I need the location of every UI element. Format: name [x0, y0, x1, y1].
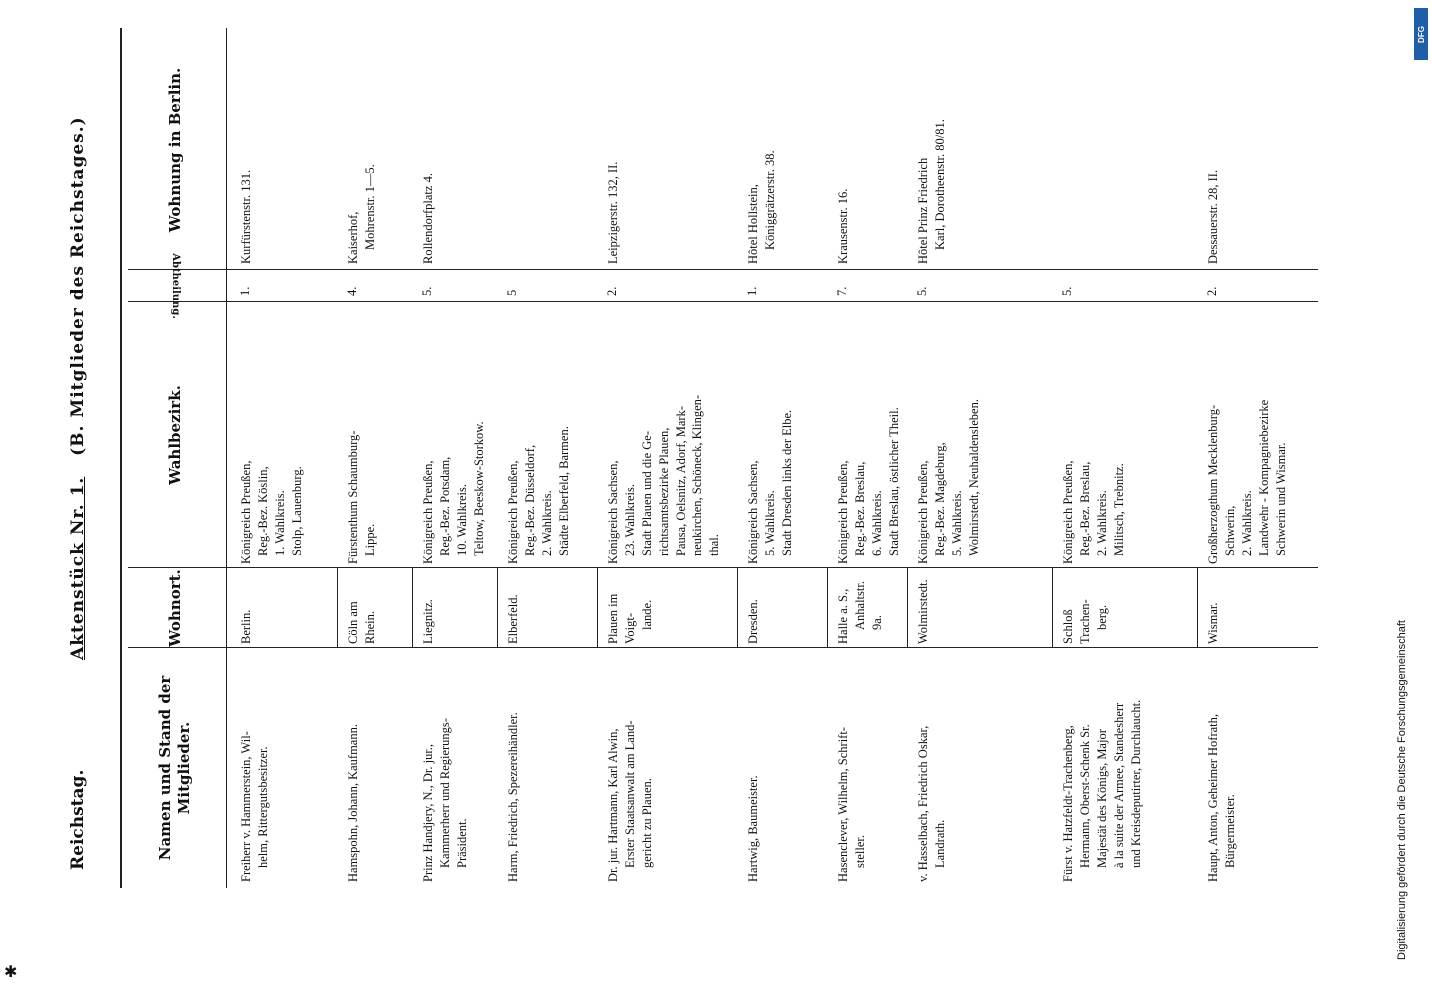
row-4-residence [505, 570, 522, 644]
header-doc-number: Aktenstück Nr. 1. [68, 476, 88, 660]
district-line: Königreich Sachsen, [606, 460, 620, 564]
district-line: Teltow, Beeskow-Storkow. [471, 421, 486, 556]
name-line: Hermann, Oberst-Schenk Sr. [1077, 724, 1092, 868]
column-header-residence: Wohnort. [165, 569, 184, 647]
row-2-residence [345, 570, 379, 644]
column-header-name: Namen und Stand der Mitglieder. [156, 675, 193, 861]
district-line: 5. Wahlkreis. [949, 490, 964, 556]
table-top-rule [120, 28, 122, 888]
district-line: Reg.-Bez. Potsdam, [437, 456, 452, 556]
district-line: 2. Wahlkreis. [539, 490, 554, 556]
district-line: Großherzogthum Mecklenburg- [1206, 404, 1220, 564]
row-4-name [505, 652, 522, 882]
residence-line: Wolmirstedt. [916, 579, 930, 644]
row-separator [1197, 568, 1198, 648]
dfg-logo-text: DFG [1416, 25, 1426, 43]
row-6-section: 1. [745, 286, 759, 296]
residence-line: Berlin. [239, 609, 253, 644]
row-3-residence [420, 570, 437, 644]
row-1-district [238, 306, 306, 564]
name-line: und Kreisdeputirter, Durchlaucht. [1128, 699, 1143, 868]
row-10-section: 2. [1205, 286, 1219, 296]
row-3-berlin [420, 34, 437, 264]
row-4-section: 5 [505, 289, 519, 296]
name-line: Hartwig, Baumeister. [746, 775, 760, 882]
row-3-district [420, 306, 488, 564]
name-line: Landrath. [932, 819, 947, 868]
row-7-name [835, 652, 869, 882]
district-line: 1. Wahlkreis. [272, 490, 287, 556]
berlin-line: Königgrätzerstr. 38. [762, 150, 777, 250]
berlin-line: Leipzigerstr. 132, II. [606, 161, 620, 264]
header-section: (B. Mitglieder des Reichstages.) [68, 116, 88, 456]
name-line: Dr. jur. Hartmann, Karl Alwin, [606, 728, 620, 882]
name-line: Erster Staatsanwalt am Land- [622, 720, 637, 868]
district-line: Schwerin, [1222, 505, 1237, 556]
name-line: Freiherr v. Hammerstein, Wil- [239, 731, 253, 882]
row-8-residence [915, 570, 932, 644]
row-9-name [1060, 652, 1144, 882]
row-separator [337, 568, 338, 648]
name-line: Majestät des Königs, Major [1094, 729, 1109, 868]
row-2-berlin [345, 34, 379, 264]
district-line: 6. Wahlkreis. [869, 490, 884, 556]
row-10-name [1205, 652, 1239, 882]
row-5-residence [605, 570, 656, 644]
row-4-district [505, 306, 573, 564]
residence-line: Halle a. S., [836, 588, 850, 644]
name-line: Prinz Handjery, N., Dr. jur., [421, 743, 435, 882]
residence-line: Dresden. [746, 599, 760, 644]
berlin-line: Karl, Dorotheenstr. 80/81. [932, 119, 947, 250]
row-6-berlin [745, 34, 779, 264]
district-line: Reg.-Bez. Köslin, [255, 466, 270, 556]
row-8-section: 5. [915, 286, 929, 296]
district-line: Königreich Preußen, [916, 460, 930, 564]
residence-line: Wismar. [1206, 602, 1220, 644]
district-line: 2. Wahlkreis. [1239, 490, 1254, 556]
row-separator [412, 568, 413, 648]
row-7-section: 7. [835, 286, 849, 296]
residence-line: Liegnitz. [421, 599, 435, 644]
row-1-name [238, 652, 272, 882]
district-line: Wolmirstedt, Neuhaldensleben. [966, 399, 981, 556]
district-line: Stolp, Lauenburg. [289, 466, 304, 556]
berlin-line: Kaiserhof, [346, 211, 360, 264]
name-line: steller. [852, 835, 867, 868]
name-line: v. Hasselbach, Friedrich Oskar, [916, 725, 930, 882]
row-9-residence [1060, 570, 1111, 644]
district-line: Lippe. [362, 523, 377, 556]
header-parliament: Reichstag. [68, 769, 88, 870]
row-1-section: 1. [238, 286, 252, 296]
district-line: Königreich Preußen, [1061, 460, 1075, 564]
name-line: Kammerherr und Regierungs- [437, 718, 452, 868]
name-line: helm, Rittergutsbesitzer. [255, 746, 270, 868]
row-separator [1052, 568, 1053, 648]
table-header-rule [226, 28, 227, 888]
row-5-berlin [605, 34, 622, 264]
row-separator [597, 568, 598, 648]
column-divider [128, 647, 1318, 648]
district-line: Städte Elberfeld, Barmen. [556, 426, 571, 556]
row-10-residence [1205, 570, 1222, 644]
district-line: neukirchen, Schöneck, Klingen- [690, 394, 705, 556]
row-2-name [345, 652, 362, 882]
district-line: Reg.-Bez. Düsseldorf, [522, 444, 537, 556]
name-line: Harm, Friedrich, Spezereihändler. [506, 712, 520, 882]
district-line: 5. Wahlkreis. [762, 490, 777, 556]
row-5-name [605, 652, 656, 882]
district-line: Stadt Plauen und die Ge- [639, 431, 654, 556]
column-header-section: Abtheilung. [170, 253, 182, 319]
name-line: gericht zu Plauen. [639, 778, 654, 868]
district-line: richtsamtsbezirke Plauen, [656, 427, 671, 556]
berlin-line: Hôtel Hollstein, [746, 184, 760, 264]
district-line: Königreich Sachsen, [746, 460, 760, 564]
district-line: Königreich Preußen, [506, 460, 520, 564]
berlin-line: Dessauerstr. 28, II. [1206, 169, 1220, 264]
column-divider [128, 301, 1318, 302]
berlin-line: Krausenstr. 16. [836, 188, 850, 264]
row-separator [907, 568, 908, 648]
district-line: Reg.-Bez. Breslau, [1077, 461, 1092, 556]
district-line: 2. Wahlkreis. [1094, 490, 1109, 556]
digitisation-note: Digitalisierung gefördert durch die Deutsche Forschungsgemeinschaft [1396, 620, 1408, 960]
row-1-residence [238, 570, 255, 644]
name-line: à la suite der Armee, Standesherr [1111, 702, 1126, 868]
district-line: Fürstenthum Schaumburg- [346, 430, 360, 564]
name-line: Hasenclever, Wilhelm, Schrift- [836, 727, 850, 882]
row-8-district [915, 306, 983, 564]
column-divider [128, 269, 1318, 270]
row-9-section: 5. [1060, 286, 1074, 296]
scan-mark-icon: ✱ [4, 962, 18, 981]
district-line: thal. [707, 534, 722, 556]
district-line: Königreich Preußen, [421, 460, 435, 564]
row-6-district [745, 306, 796, 564]
district-line: 23. Wahlkreis. [622, 483, 637, 556]
row-6-name [745, 652, 762, 882]
district-line: Schwerin und Wismar. [1273, 442, 1288, 556]
row-3-section: 5. [420, 286, 434, 296]
district-line: Stadt Dresden links der Elbe. [779, 409, 794, 556]
name-line: Fürst v. Hatzfeldt-Trachenberg, [1061, 725, 1075, 882]
district-line: Reg.-Bez. Breslau, [852, 461, 867, 556]
row-2-district [345, 306, 379, 564]
residence-line: berg. [1094, 604, 1109, 630]
row-3-name [420, 652, 471, 882]
berlin-line: Kurfürstenstr. 131. [239, 169, 253, 264]
name-line: Bürgermeister. [1222, 794, 1237, 868]
berlin-line: Rollendorfplatz 4. [421, 173, 435, 264]
row-separator [737, 568, 738, 648]
district-line: Militsch, Trebnitz. [1111, 463, 1126, 556]
row-7-district [835, 306, 903, 564]
district-line: Stadt Breslau, östlicher Theil. [886, 407, 901, 556]
column-header-district: Wahlbezirk. [165, 385, 184, 485]
name-line: Haupt, Anton, Geheimer Hofrath, [1206, 713, 1220, 882]
header-title [68, 116, 88, 660]
row-6-residence [745, 570, 762, 644]
residence-line: Plauen im Voigt- [606, 593, 637, 644]
row-9-district [1060, 306, 1128, 564]
berlin-line: Mohrenstr. 1—5. [362, 164, 377, 250]
row-7-residence [835, 570, 886, 644]
residence-line: Elberfeld. [506, 594, 520, 644]
row-separator [827, 568, 828, 648]
residence-line: lande. [639, 599, 654, 630]
name-line: Präsident. [454, 818, 469, 868]
row-5-district [605, 306, 723, 564]
row-10-district [1205, 306, 1289, 564]
berlin-line: Hôtel Prinz Friedrich [916, 157, 930, 264]
dfg-logo [1414, 8, 1428, 60]
row-1-berlin [238, 34, 255, 264]
row-8-berlin [915, 34, 949, 264]
row-8-name [915, 652, 949, 882]
district-line: 10. Wahlkreis. [454, 483, 469, 556]
district-line: Reg.-Bez. Magdeburg, [932, 442, 947, 556]
district-line: Landwehr - Kompagniebezirke [1256, 399, 1271, 556]
district-line: Königreich Preußen, [239, 460, 253, 564]
district-line: Königreich Preußen, [836, 460, 850, 564]
name-line: Hamspohn, Johann, Kaufmann. [346, 724, 360, 882]
column-header-berlin: Wohnung in Berlin. [165, 67, 184, 233]
residence-line: Schloß Trachen- [1061, 599, 1092, 644]
residence-line: Cöln am Rhein. [346, 601, 377, 644]
residence-line: Anhaltstr. 9a. [852, 581, 884, 630]
district-line: Pausa, Oelsnitz, Adorf, Mark- [673, 406, 688, 556]
column-divider [128, 567, 1318, 568]
page-header [58, 70, 98, 870]
row-2-section: 4. [345, 286, 359, 296]
row-10-berlin [1205, 34, 1222, 264]
row-5-section: 2. [605, 286, 619, 296]
row-separator [497, 568, 498, 648]
row-7-berlin [835, 34, 852, 264]
